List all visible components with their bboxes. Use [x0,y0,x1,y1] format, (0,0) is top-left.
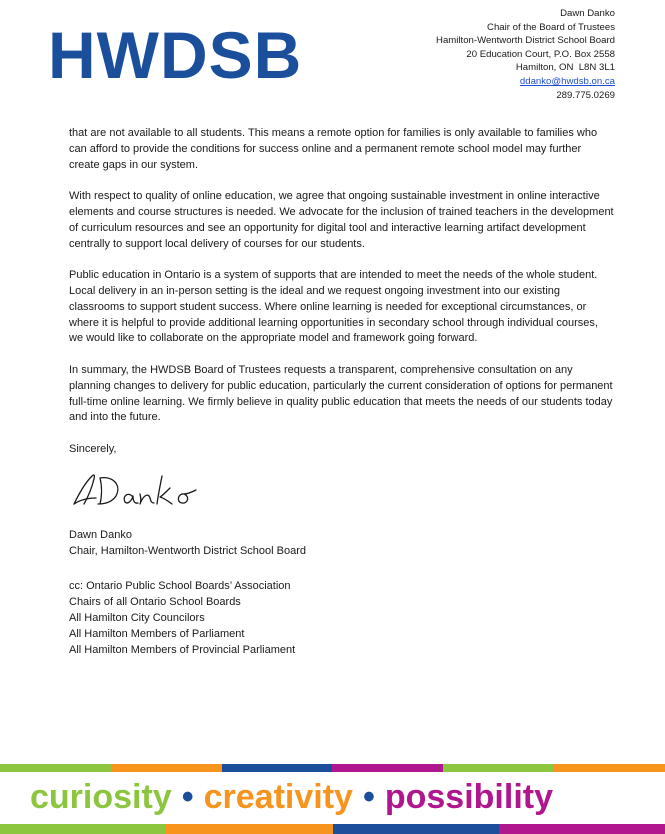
signer-block [69,528,306,560]
paragraph: that are not available to all students. This means a remote option for families is only available to families who can afford to provide the conditions for success online and a permanent remote school model may further create gaps in our system. [69,127,598,171]
tagline-separator: • [181,778,194,816]
cc-item: All Hamilton Members of Provincial Parliament [69,644,296,656]
hwdsb-logo: HWDSB [48,18,303,92]
cc-item: Chairs of all Ontario School Boards [69,596,241,608]
signer-title: Chair, Hamilton-Wentworth District School Board [69,544,306,557]
cc-item: All Hamilton City Councilors [69,612,205,624]
tagline-possibility: possibility [384,778,553,816]
cc-item: cc: Ontario Public School Boards’ Association [69,580,291,592]
signature [70,470,220,510]
contact-title: Chair of the Board of Trustees [487,21,615,33]
paragraph: In summary, the HWDSB Board of Trustees requests a transparent, comprehensive consultation on any planning changes to delivery for public education, particularly the current consideration of options for permanent full-time online learning. We firmly believe in quality public education that meets the needs of our students today and into the future. [69,363,613,424]
contact-block [436,7,615,102]
paragraph: With respect to quality of online education, we agree that ongoing sustainable investment in online interactive elements and course structures is needed. We advocate for the inclusion of trained teachers in the development of curriculum resources and see an opportunity for digital tool and interactive learning artifact development centrally to support local delivery of courses for our students. [69,190,614,250]
contact-city: Hamilton, ON L8N 3L1 [515,62,615,74]
letter-body [69,126,614,458]
footer-banner [0,764,665,834]
paragraph: Public education in Ontario is a system of supports that are intended to meet the needs of the whole student. Local delivery in an in-person setting is the ideal and we request ongoing investment into our existing classrooms to support student success. Where online learning is needed for exceptional circumstances, or where it is helpful to provide additional learning opportunities in secondary school through individual courses, we would like to collaborate on the appropriate model and framework going forward. [69,269,598,345]
contact-address: 20 Education Court, P.O. Box 2558 [466,48,615,60]
cc-item: All Hamilton Members of Parliament [69,628,245,640]
tagline-separator: • [362,778,375,816]
contact-phone: 289.775.0269 [556,89,615,101]
contact-name: Dawn Danko [560,8,615,19]
signer-name: Dawn Danko [69,529,132,541]
cc-list [69,578,295,658]
closing: Sincerely, [69,442,117,455]
contact-organization: Hamilton-Wentworth District School Board [436,35,615,47]
footer-tagline [30,776,553,818]
footer-top-stripes [0,764,665,772]
tagline-curiosity: curiosity [30,778,172,816]
tagline-creativity: creativity [203,778,353,816]
footer-bottom-stripes [0,824,665,834]
contact-email-link[interactable]: ddanko@hwdsb.on.ca [519,75,615,87]
